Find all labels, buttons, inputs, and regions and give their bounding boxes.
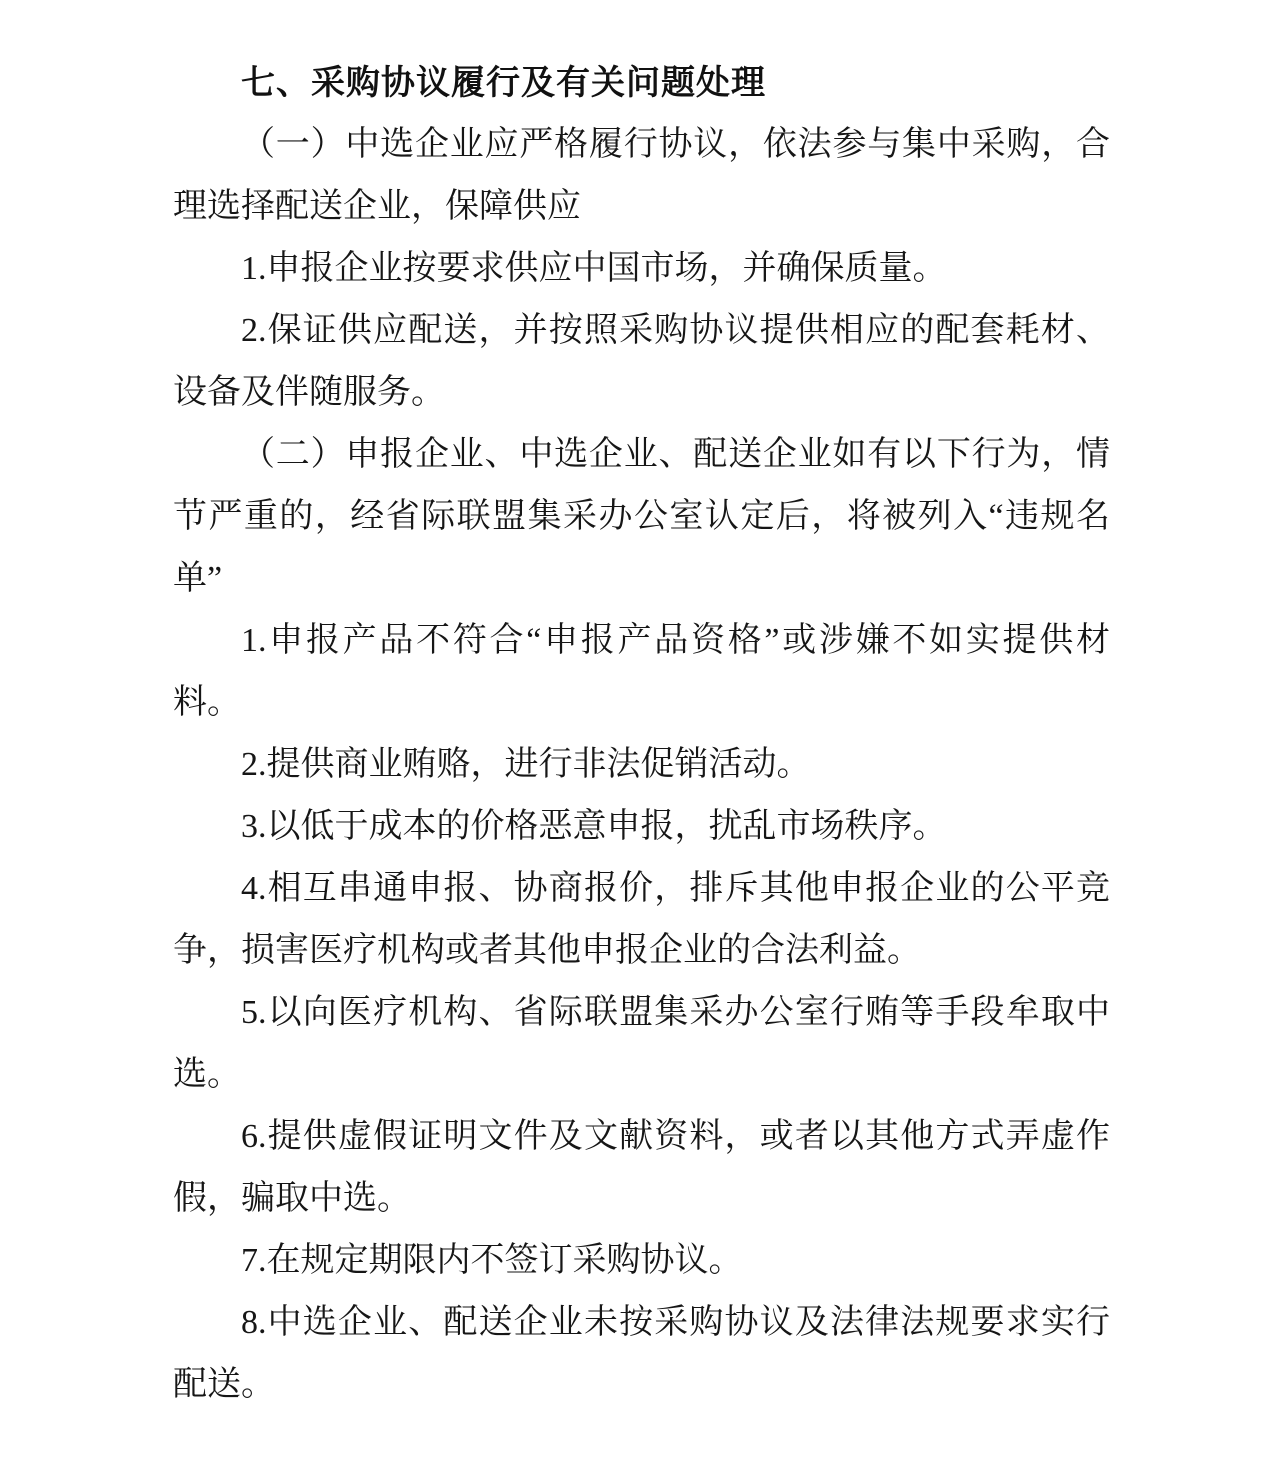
paragraph: 1.申报企业按要求供应中国市场，并确保质量。 <box>241 250 947 287</box>
paragraph: 4.相互串通申报、协商报价，排斥其他申报企业的公平竞争，损害医疗机构或者其他申报企业的合法利益。 <box>173 870 1110 969</box>
paragraph: 5.以向医疗机构、省际联盟集采办公室行贿等手段牟取中选。 <box>173 994 1110 1093</box>
paragraph: （一）中选企业应严格履行协议，依法参与集中采购，合理选择配送企业，保障供应 <box>173 126 1110 225</box>
section-heading: 七、采购协议履行及有关问题处理 <box>241 64 766 102</box>
paragraph: 8.中选企业、配送企业未按采购协议及法律法规要求实行配送。 <box>173 1304 1110 1403</box>
paragraph: 2.保证供应配送，并按照采购协议提供相应的配套耗材、设备及伴随服务。 <box>173 312 1110 411</box>
paragraph: 1.申报产品不符合“申报产品资格”或涉嫌不如实提供材料。 <box>173 622 1110 721</box>
paragraph: 2.提供商业贿赂，进行非法促销活动。 <box>241 746 811 783</box>
paragraph: 3.以低于成本的价格恶意申报，扰乱市场秩序。 <box>241 808 947 845</box>
paragraph: 7.在规定期限内不签订采购协议。 <box>241 1242 743 1279</box>
paragraph: （二）申报企业、中选企业、配送企业如有以下行为，情节严重的，经省际联盟集采办公室认定后，将被列入“违规名单” <box>173 436 1110 597</box>
paragraph: 6.提供虚假证明文件及文献资料，或者以其他方式弄虚作假，骗取中选。 <box>173 1118 1110 1217</box>
